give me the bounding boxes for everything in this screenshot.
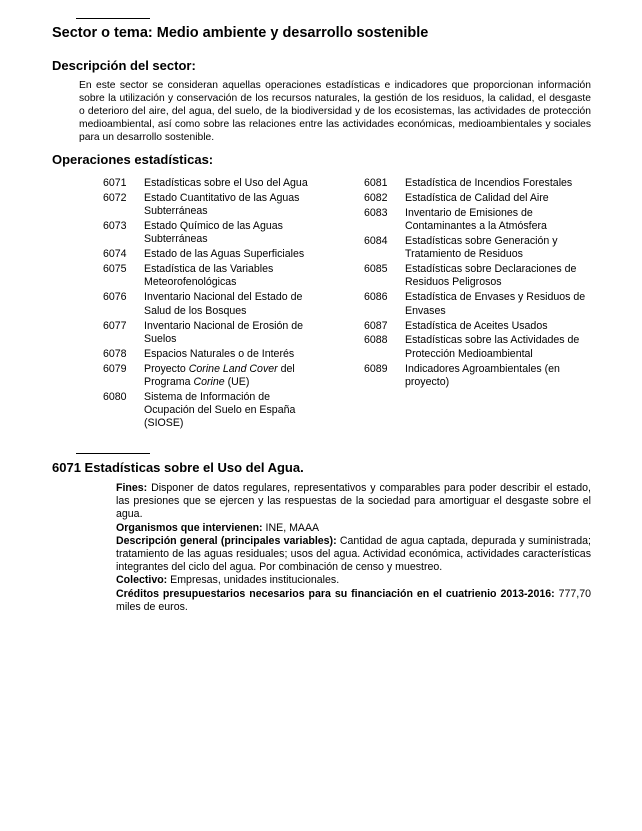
operation-code: 6080 [103,390,127,403]
organismos-label: Organismos que intervienen: [116,521,263,534]
operation-name: Estadística de Calidad del Aire [405,191,549,204]
creditos-label: Créditos presupuestarios necesarios para su financiación en el cuatrienio 2013-2016: [116,587,555,600]
operation-code: 6089 [364,362,388,375]
operation-name: Estadísticas sobre el Uso del Agua [144,177,308,189]
colectivo-paragraph [116,574,591,587]
operation-item [103,248,323,261]
operation-name: Estadística de las Variables Meteorofenológicas [144,263,274,289]
operation-detail [116,482,591,614]
operation-code: 6072 [103,191,127,204]
fines-paragraph [116,482,591,522]
operation-item [103,177,323,190]
operation-item [364,291,596,318]
description-heading: Descripción del sector: [52,58,196,73]
operation-item [364,235,596,262]
operation-name: Estadísticas sobre Declaraciones de Residuos Peligrosos [405,263,577,289]
operation-code: 6087 [364,319,388,332]
operation-name [144,363,323,390]
operation-item [364,320,596,333]
operation-item [103,291,323,318]
operation-item [103,391,323,431]
operation-name: Estadística de Envases y Residuos de Envases [405,291,586,317]
descripcion-label: Descripción general (principales variables): [116,534,337,547]
operation-item [103,363,323,390]
descripcion-paragraph [116,535,591,575]
operation-name: Estado de las Aguas Superficiales [144,248,305,261]
operation-item [364,192,596,205]
operation-code: 6085 [364,263,388,276]
operation-item [103,348,323,361]
organismos-paragraph [116,522,591,535]
operations-list-left [103,177,323,432]
colectivo-label: Colectivo: [116,574,168,587]
description-paragraph: En este sector se consideran aquellas operaciones estadísticas e indicadores que proporcionan información sobre la utilización y conservación de los recursos naturales, la gestión de los residuos, la calidad, el desgaste o deterioro del aire, del agua, del suelo, de la biodiversidad y de los ecosistemas, las actividades de protección medioambiental, así como sobre las relaciones entre las actividades económicas, medioambientales y sociales para un desarrollo sostenible. [79,80,591,143]
operation-name-italic: Corine Land Cover [188,362,278,375]
operation-code: 6076 [103,291,127,304]
operation-code: 6074 [103,248,127,261]
fines-text: Disponer de datos regulares, representativos y comparables para poder describir el estado, las presiones que se ejercen y las respuestas de la sociedad para amortiguar el desgaste sobre el agua. [116,482,591,521]
operation-code: 6086 [364,291,388,304]
operation-name: Indicadores Agroambientales (en proyecto) [405,362,560,388]
operation-name: Estadísticas sobre las Actividades de Protección Medioambiental [405,334,580,360]
operations-heading: Operaciones estadísticas: [52,152,214,167]
operation-name-post: (UE) [224,375,250,388]
operation-name: Estadística de Incendios Forestales [405,177,573,189]
operation-code: 6073 [103,220,127,233]
operation-code: 6079 [103,362,127,375]
operation-name-italic: Corine [193,375,225,388]
operation-name: Inventario Nacional del Estado de Salud de los Bosques [144,291,303,317]
operation-name: Espacios Naturales o de Interés [144,347,295,360]
operation-code: 6082 [364,191,388,204]
operation-code: 6071 [103,177,127,189]
operation-code: 6081 [364,177,388,189]
operation-name-mid: del Programa [144,362,295,388]
operation-item [103,320,323,347]
operation-item [364,263,596,290]
top-divider [76,18,150,19]
fines-label: Fines: [116,482,148,494]
operation-item [103,192,323,219]
operation-item [364,177,596,190]
colectivo-text: Empresas, unidades institucionales. [167,574,340,587]
operation-item [364,334,596,361]
operation-code: 6077 [103,319,127,332]
operation-item [364,207,596,234]
operation-code: 6084 [364,234,388,247]
operation-name: Inventario de Emisiones de Contaminantes a la Atmósfera [405,206,547,233]
operation-item [364,363,596,390]
operation-name: Sistema de Información de Ocupación del Suelo en España (SIOSE) [144,390,296,430]
operation-name: Estado Químico de las Aguas Subterráneas [144,220,283,246]
operation-item [103,263,323,290]
creditos-text: 777,70 miles de euros. [116,587,591,613]
operation-code: 6083 [364,206,388,219]
operation-name: Estadística de Aceites Usados [405,319,548,332]
operation-name-pre: Proyecto [144,362,189,375]
organismos-text: INE, MAAA [262,521,320,534]
operation-name: Estado Cuantitativo de las Aguas Subterráneas [144,191,300,218]
operation-code: 6075 [103,263,127,276]
operation-name: Estadísticas sobre Generación y Tratamiento de Residuos [405,234,558,261]
descripcion-text: Cantidad de agua captada, depurada y suministrada; tratamiento de las aguas residuales; usos del agua. Actividad económica, actividades características integrantes del ciclo del agua. Por combinación de censo y muestreo. [116,534,591,574]
operation-item [103,220,323,247]
operation-name: Inventario Nacional de Erosión de Suelos [144,319,304,345]
section-divider [76,453,150,454]
operations-list-right [364,177,596,391]
sector-title: Sector o tema: Medio ambiente y desarrollo sostenible [52,25,429,41]
operation-code: 6088 [364,334,388,347]
creditos-paragraph [116,588,591,614]
operation-code: 6078 [103,347,127,360]
operation-section-heading: 6071 Estadísticas sobre el Uso del Agua. [52,460,304,475]
